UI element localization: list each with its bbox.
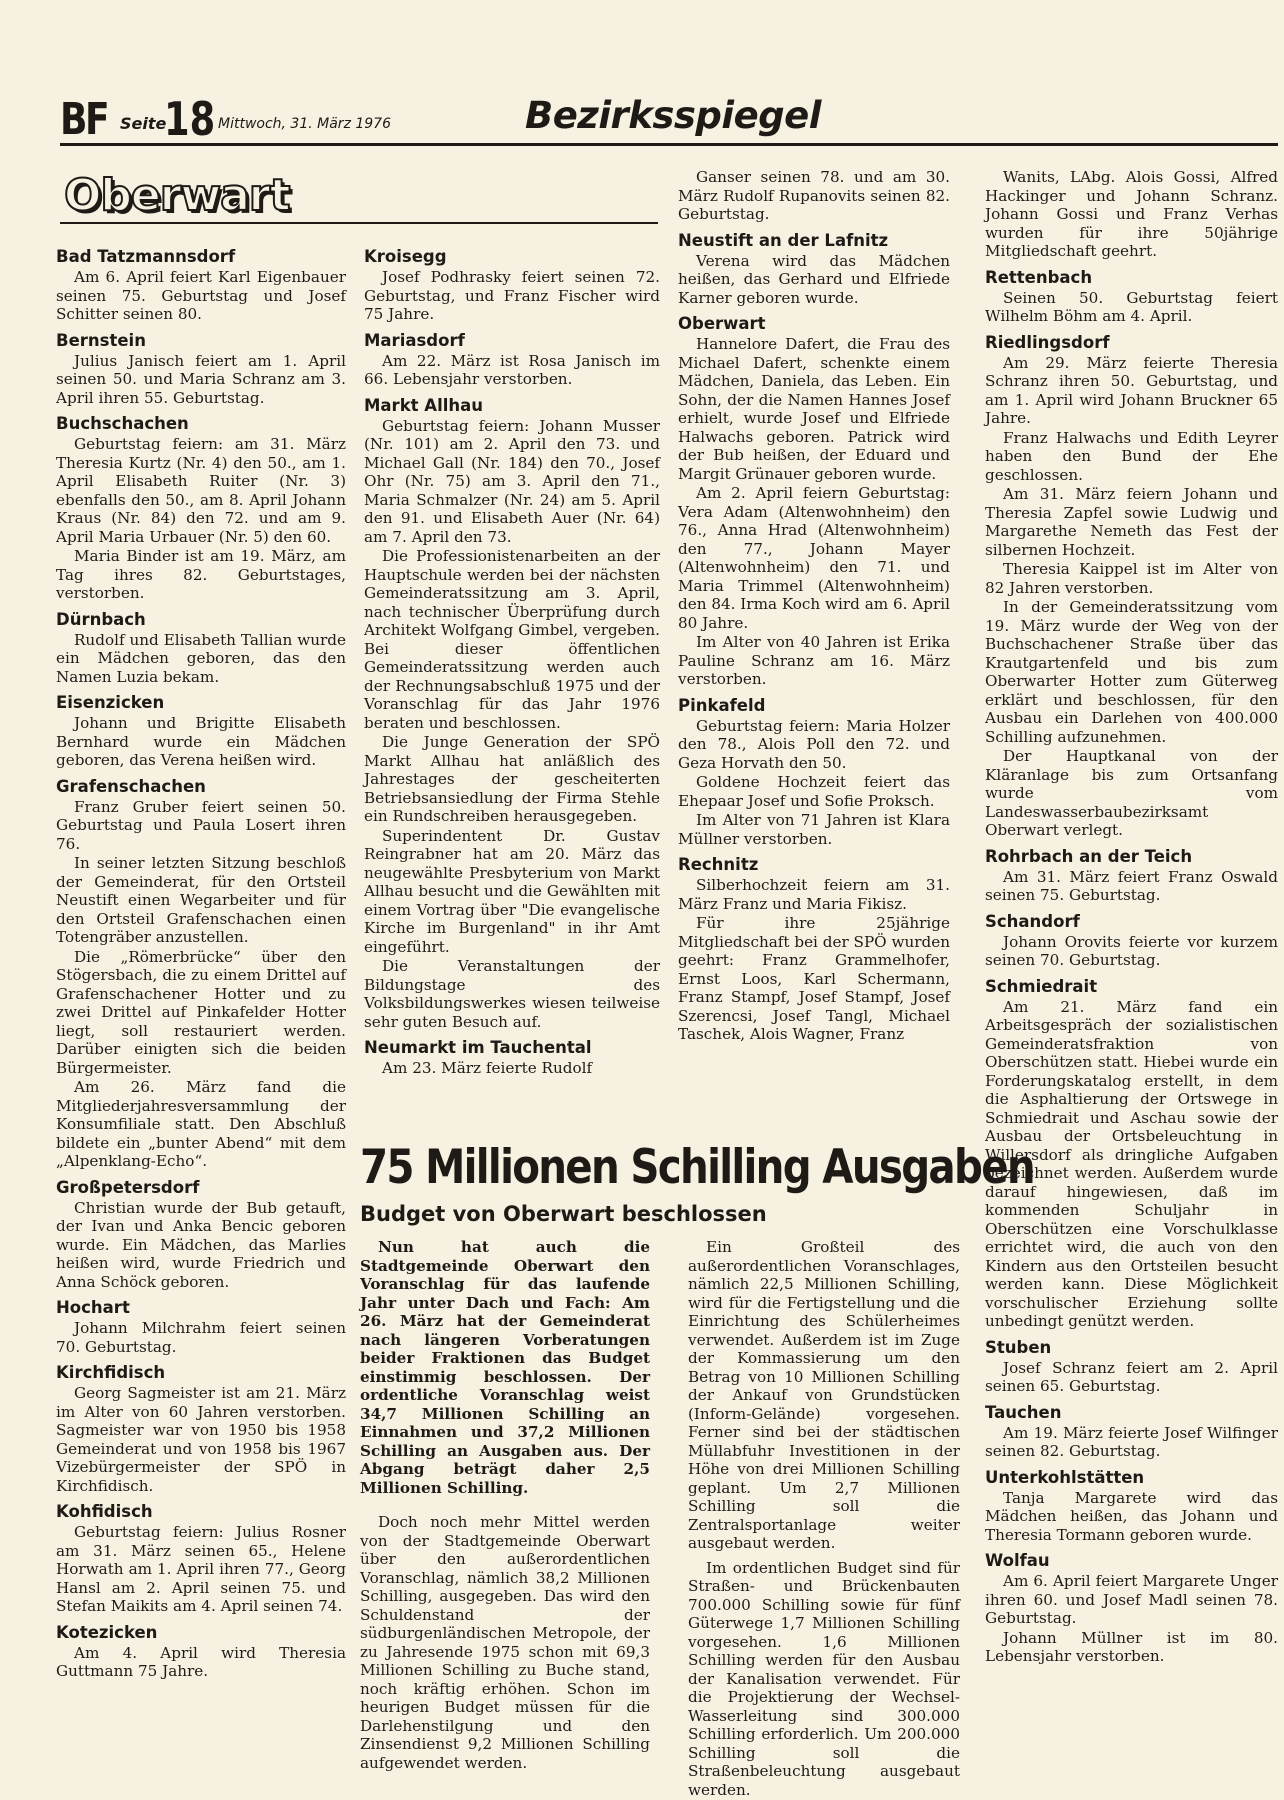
news-item: Am 2. April feiern Geburtstag: Vera Adam (Altenwohnheim) den 76., Anna Hrad (Altenwohnheim) den 77., Johann Mayer (Altenwohnheim) den 71. und Maria Trimmel (Altenwohnheim) den 84. Irma Koch wird am 6. April 80 Jahre. [678,484,950,632]
news-item: In seiner letzten Sitzung beschloß der Gemeinderat, für den Ortsteil Neustift einen Wegarbeiter und für den Ortsteil Grafenschachen einen Totengräber anzustellen. [56,854,346,946]
news-item: Am 19. März feierte Josef Wilfinger seinen 82. Geburtstag. [985,1423,1278,1460]
place-heading: Pinkafeld [678,695,766,715]
news-item: Goldene Hochzeit feiert das Ehepaar Josef und Sofie Proksch. [678,773,950,810]
news-item: Am 6. April feiert Margarete Unger ihren 60. und Josef Madl seinen 78. Geburtstag. [985,1572,1278,1627]
page-header [60,90,1278,150]
place-heading: Buchschachen [56,414,189,433]
news-item: Geburtstag feiern: Maria Holzer den 78., Alois Poll den 72. und Geza Horvath den 50. [678,716,950,772]
news-item: Im Alter von 71 Jahren ist Klara Müllner verstorben. [678,811,950,848]
page-label: Seite [120,114,167,133]
news-item: Tanja Margarete wird das Mädchen heißen, das Johann und Theresia Tormann geboren wurde. [985,1488,1278,1544]
place-heading: Kohfidisch [56,1502,153,1521]
news-item: Johann Milchrahm feiert seinen 70. Geburtstag. [56,1319,346,1356]
place-heading: Riedlingsdorf [985,332,1110,352]
news-item: Seinen 50. Geburtstag feiert Wilhelm Böhm am 4. April. [985,288,1278,325]
feature-lead: Nun hat auch die Stadtgemeinde Oberwart den Voranschlag für das laufende Jahr unter Dach und Fach: Am 26. März hat der Gemeinderat nach längeren Vorberatungen beider Fraktionen das Budget einstimmig beschlossen. Der ordentliche Voranschlag weist 34,7 Millionen Schilling an Einnahmen und 37,2 Millionen Schilling an Ausgaben aus. Der Abgang beträgt daher 2,5 Millionen Schilling. [360,1238,650,1497]
news-item: Am 22. März ist Rosa Janisch im 66. Lebensjahr verstorben. [364,351,660,388]
news-item: Die Veranstaltungen der Bildungstage des Volksbildungswerkes wiesen teilweise sehr guten Besuch auf. [364,957,660,1031]
news-item: Franz Halwachs und Edith Leyrer haben den Bund der Ehe geschlossen. [985,428,1278,484]
place-heading: Markt Allhau [364,395,484,415]
news-item: Rudolf und Elisabeth Tallian wurde ein Mädchen geboren, das den Namen Luzia bekam. [56,630,346,686]
news-item: Ganser seinen 78. und am 30. März Rudolf Rupanovits seinen 82. Geburtstag. [678,168,950,223]
header-rule [60,143,1278,146]
place-heading: Rettenbach [985,267,1093,287]
feature-paragraph: Im ordentlichen Budget sind für Straßen- und Brückenbauten 700.000 Schilling sowie für fünf Güterwege 1,7 Millionen Schilling vorgesehen. 1,6 Millionen Schilling werden für den Ausbau der Kanalisation verwendet. Für die Projektierung der Wechsel-Wasserleitung sind 300.000 Schilling erforderlich. Um 200.000 Schilling soll die Straßenbeleuchtung ausgebaut werden. [688,1558,960,1799]
feature-column-1 [360,1238,650,1772]
news-item: Am 31. März feiern Johann und Theresia Zapfel sowie Ludwig und Margarethe Nemeth das Fest der silbernen Hochzeit. [985,485,1278,559]
place-heading: Grafenschachen [56,776,206,796]
news-column-2 [364,240,660,1078]
news-item: Julius Janisch feiert am 1. April seinen 50. und Maria Schranz am 3. April ihren 55. Geburtstag. [56,351,346,407]
news-item: Am 21. März fand ein Arbeitsgespräch der sozialistischen Gemeinderatsfraktion von Oberschützen statt. Hiebei wurde ein Forderungskatalog erstellt, in dem die Asphaltierung der Ortswege in Schmiedrait und Aschau sowie der Ausbau der Ortsbeleuchtung in Willersdorf als dringliche Aufgaben bezeichnet werden. Außerdem wurde darauf hingewiesen, daß im kommenden Schuljahr in Oberschützen eine Vorschulklasse errichtet wird, die auch von den Kindern aus den Ortsteilen besucht werden kann. Diese Möglichkeit vorschulischer Erziehung sollte unbedingt genützt werden. [985,997,1278,1330]
news-item: Johann Müllner ist im 80. Lebensjahr verstorben. [985,1628,1278,1665]
news-item: Am 31. März feiert Franz Oswald seinen 75. Geburtstag. [985,867,1278,904]
news-item: Georg Sagmeister ist am 21. März im Alter von 60 Jahren verstorben. Sagmeister war von 1950 bis 1958 Gemeinderat und von 1958 bis 1967 Vizebürgermeister der SPÖ in Kirchfidisch. [56,1384,346,1495]
place-heading: Eisenzicken [56,693,165,712]
place-heading: Hochart [56,1298,130,1317]
news-column-3 [678,168,950,1044]
page-number: 18 [164,92,216,146]
place-heading: Mariasdorf [364,330,465,350]
news-item: Verena wird das Mädchen heißen, das Gerhard und Elfriede Karner geboren wurde. [678,251,950,307]
place-heading: Neustift an der Lafnitz [678,230,889,250]
news-column-1 [56,240,346,1681]
news-item: Maria Binder ist am 19. März, am Tag ihres 82. Geburtstages, verstorben. [56,547,346,602]
feature-paragraph: Doch noch mehr Mittel werden von der Stadtgemeinde Oberwart über den außerordentlichen Voranschlag, nämlich 38,2 Millionen Schilling, ausgegeben. Das wird den Schuldenstand der südburgenländischen Metropole, der zu Jahresende 1975 schon mit 69,3 Millionen Schilling zu Buche stand, noch kräftig erhöhen. Schon im heurigen Budget müssen für die Darlehenstilgung und den Zinsendienst 9,2 Millionen Schilling aufgewendet werden. [360,1513,650,1772]
news-item: Für ihre 25jährige Mitgliedschaft bei der SPÖ wurden geehrt: Franz Grammelhofer, Ernst Loos, Karl Schermann, Franz Stampf, Josef Stampf, Josef Szerencsi, Josef Tangl, Michael Taschek, Alois Wagner, Franz [678,914,950,1043]
section-rubric: Bezirksspiegel [525,94,821,137]
feature-subheadline: Budget von Oberwart beschlossen [360,1202,767,1226]
news-item: Josef Schranz feiert am 2. April seinen 65. Geburtstag. [985,1358,1278,1395]
news-item: Geburtstag feiern: Johann Musser (Nr. 101) am 2. April den 73. und Michael Gall (Nr. 184) den 70., Josef Ohr (Nr. 75) am 3. April den 71., Maria Schmalzer (Nr. 24) am 5. April den 91. und Elisabeth Auer (Nr. 64) am 7. April den 73. [364,416,660,546]
feature-headline: 75 Millionen Schilling Ausgaben [360,1140,1034,1195]
news-item: Am 6. April feiert Karl Eigenbauer seinen 75. Geburtstag und Josef Schitter seinen 80. [56,268,346,323]
news-item: Am 26. März fand die Mitgliederjahresversammlung der Konsumfiliale statt. Den Abschluß bildete ein „bunter Abend“ mit dem „Alpenklang-Echo“. [56,1078,346,1170]
news-item: Silberhochzeit feiern am 31. März Franz und Maria Fikisz. [678,876,950,913]
place-heading: Bernstein [56,330,146,350]
news-item: Franz Gruber feiert seinen 50. Geburtstag und Paula Losert ihren 76. [56,797,346,853]
feature-paragraph: Ein Großteil des außerordentlichen Voranschlages, nämlich 22,5 Millionen Schilling, wird für die Fertigstellung und die Einrichtung des Schülerheimes verwendet. Außerdem ist im Zuge der Kommassierung um den Betrag von 10 Millionen Schilling der Ankauf von Grundstücken (Inform-Gelände) vorgesehen. Ferner sind bei der städtischen Müllabfuhr Investitionen in der Höhe von drei Millionen Schilling geplant. Um 2,7 Millionen Schilling soll die Zentralsportanlage weiter ausgebaut werden. [688,1238,960,1552]
place-heading: Unterkohlstätten [985,1467,1145,1487]
news-item: Geburtstag feiern: am 31. März Theresia Kurtz (Nr. 4) den 50., am 1. April Elisabeth Ruiter (Nr. 3) ebenfalls den 50., am 8. April Johann Kraus (Nr. 84) den 72. und am 9. April Maria Urbauer (Nr. 5) den 60. [56,435,346,546]
news-item: Christian wurde der Bub getauft, der Ivan und Anka Bencic geboren wurde. Ein Mädchen, das Marlies heißen wird, wurde Friedrich und Anna Schöck geboren. [56,1198,346,1291]
news-column-4 [985,168,1278,1666]
district-title: Oberwart [64,170,290,221]
newspaper-logo: BF [60,94,108,145]
place-heading: Rechnitz [678,855,759,874]
news-item: Im Alter von 40 Jahren ist Erika Pauline Schranz am 16. März verstorben. [678,633,950,688]
place-heading: Kotezicken [56,1622,158,1642]
feature-article-heading [360,1140,1034,1226]
place-heading: Neumarkt im Tauchental [364,1038,592,1057]
news-item: Josef Podhrasky feiert seinen 72. Geburtstag, und Franz Fischer wird 75 Jahre. [364,268,660,323]
place-heading: Wolfau [985,1551,1050,1570]
news-item: Johann Orovits feierte vor kurzem seinen 70. Geburtstag. [985,932,1278,969]
news-item: Theresia Kaippel ist im Alter von 82 Jahren verstorben. [985,560,1278,597]
news-item: Die „Römerbrücke“ über den Stögersbach, die zu einem Drittel auf Grafenschachener Hotter und zu zwei Drittel auf Pinkafelder Hotter liegt, soll restauriert werden. Darüber einigten sich die beiden Bürgermeister. [56,947,346,1077]
place-heading: Großpetersdorf [56,1177,200,1197]
place-heading: Oberwart [678,314,766,333]
place-heading: Bad Tatzmannsdorf [56,247,236,266]
place-heading: Kirchfidisch [56,1363,166,1382]
news-item: Johann und Brigitte Elisabeth Bernhard wurde ein Mädchen geboren, das Verena heißen wird. [56,714,346,769]
news-item: In der Gemeinderatssitzung vom 19. März wurde der Weg von der Buchschachener Straße über das Krautgartenfeld und bis zum Oberwarter Hotter zum Güterweg erklärt und beschlossen, für den Ausbau ein Darlehen von 400.000 Schilling aufzunehmen. [985,598,1278,746]
district-title-rule [60,222,658,224]
news-item: Geburtstag feiern: Julius Rosner am 31. März seinen 65., Helene Horwath am 1. April ihren 77., Georg Hansl am 2. April seinen 75. und Stefan Maikits am 4. April seinen 74. [56,1523,346,1615]
news-item: Die Junge Generation der SPÖ Markt Allhau hat anläßlich des Jahrestages der gescheiterten Betriebsansiedlung der Firma Stehle ein Rundschreiben herausgegeben. [364,733,660,825]
news-item: Am 23. März feierte Rudolf [382,1059,593,1077]
news-item: Die Professionistenarbeiten an der Hauptschule werden bei der nächsten Gemeinderatssitzung am 3. April, nach technischer Überprüfung durch Architekt Wolfgang Gimbel, vergeben. Bei dieser öffentlichen Gemeinderatssitzung werden auch der Rechnungsabschluß 1975 und der Voranschlag für das Jahr 1976 beraten und beschlossen. [364,547,660,732]
news-item: Am 4. April wird Theresia Guttmann 75 Jahre. [56,1643,346,1680]
feature-column-2 [688,1238,960,1799]
place-heading: Dürnbach [56,609,146,629]
issue-date: Mittwoch, 31. März 1976 [218,116,391,132]
news-item: Wanits, LAbg. Alois Gossi, Alfred Hackinger und Johann Schranz. Johann Gossi und Franz Verhas wurden für ihre 50jährige Mitgliedschaft geehrt. [985,168,1278,260]
place-heading: Stuben [985,1337,1052,1357]
news-item: Am 29. März feierte Theresia Schranz ihren 50. Geburtstag, und am 1. April wird Johann Bruckner 65 Jahre. [985,353,1278,427]
place-heading: Tauchen [985,1402,1062,1422]
news-item: Hannelore Dafert, die Frau des Michael Dafert, schenkte einem Mädchen, Daniela, das Leben. Ein Sohn, der die Namen Hannes Josef erhielt, wurde Josef und Elfriede Halwachs geboren. Patrick wird der Bub heißen, der Eduard und Margit Grünauer geboren wurde. [678,335,950,483]
news-item: Superindentent Dr. Gustav Reingrabner hat am 20. März das neugewählte Presbyterium von Markt Allhau besucht und die Gewählten mit einem Vortrag über "Die evangelische Kirche im Burgenland" in ihr Amt eingeführt. [364,826,660,956]
place-heading: Schmiedrait [985,976,1098,996]
news-item: Der Hauptkanal von der Kläranlage bis zum Ortsanfang wurde vom Landeswasserbaubezirksamt Oberwart verlegt. [985,747,1278,839]
place-heading: Kroisegg [364,247,447,266]
place-heading: Schandorf [985,911,1080,931]
place-heading: Rohrbach an der Teich [985,846,1193,866]
